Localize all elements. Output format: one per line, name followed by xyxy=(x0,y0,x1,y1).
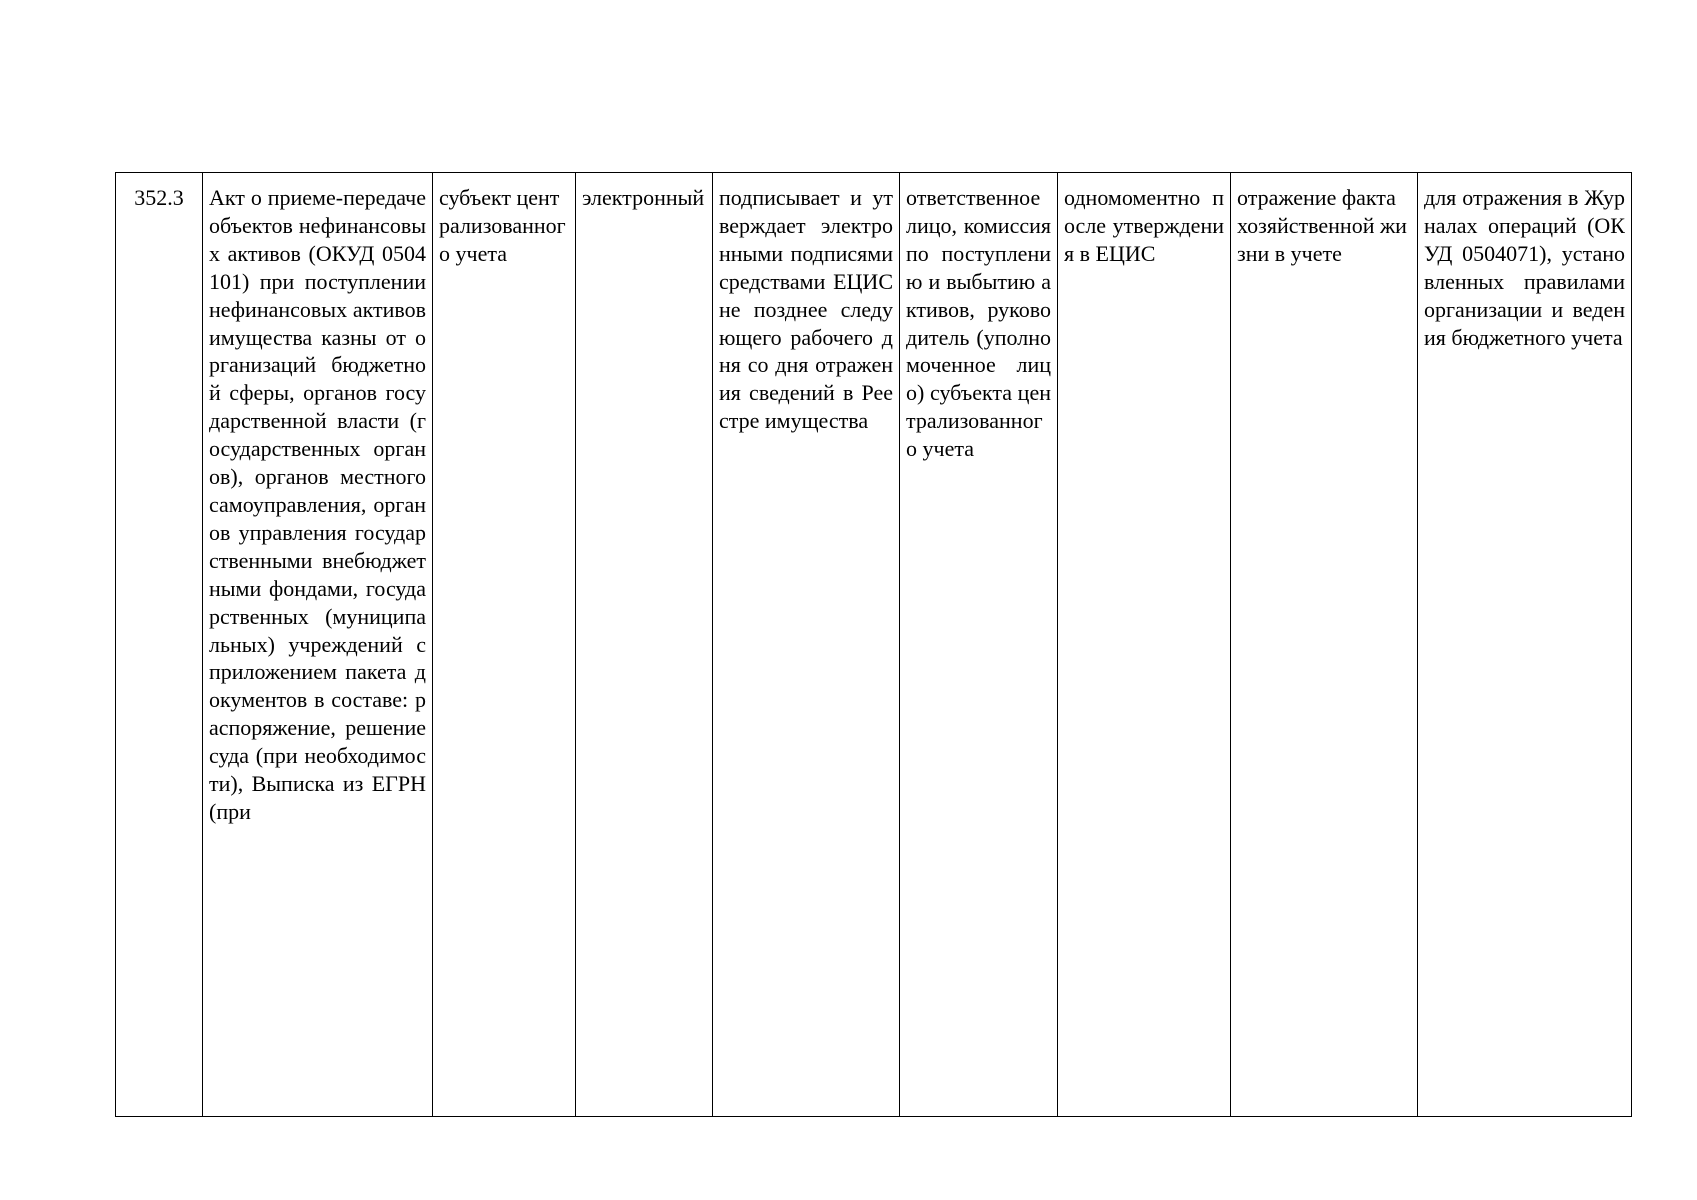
document-table xyxy=(115,172,1632,1117)
result: для отражения в Журналах операций (ОКУД 0504071), установленных правилами организации и ведения бюджетного учета xyxy=(1424,185,1625,350)
timing: одномоментно после утверждения в ЕЦИС xyxy=(1064,185,1224,266)
document-form: электронный xyxy=(582,185,705,210)
responsible-cell xyxy=(900,173,1058,1117)
row-number: 352.3 xyxy=(134,185,184,210)
action-cell xyxy=(713,173,900,1117)
document-name: Акт о приеме-передаче объектов нефинансовых активов (ОКУД 0504101) при поступлении нефинансовых активов имущества казны от организаций бюджетной сферы, органов государственной власти (государственных органов), органов местного самоуправления, органов управления государственными внебюджетными фондами, государственных (муниципальных) учреждений с приложением пакета документов в составе: распоряжение, решение суда (при необходимости), Выписка из ЕГРН (при xyxy=(209,185,426,824)
form-cell xyxy=(576,173,713,1117)
result-cell xyxy=(1418,173,1632,1117)
table-row xyxy=(116,173,1632,1117)
creator: субъект централизованного учета xyxy=(439,185,566,266)
timing-cell xyxy=(1058,173,1231,1117)
document-name-cell xyxy=(203,173,433,1117)
creator-cell xyxy=(433,173,576,1117)
action: подписывает и утверждает электронными подписями средствами ЕЦИС не позднее следующего рабочего дня со дня отражения сведений в Реестре имущества xyxy=(719,185,893,434)
purpose: отражение факта хозяйственной жизни в учете xyxy=(1237,185,1407,266)
purpose-cell xyxy=(1231,173,1418,1117)
row-number-cell xyxy=(116,173,203,1117)
responsible-person: ответственное лицо, комиссия по поступлению и выбытию активов, руководитель (уполномоченное лицо) субъекта централизованного учета xyxy=(906,185,1051,462)
